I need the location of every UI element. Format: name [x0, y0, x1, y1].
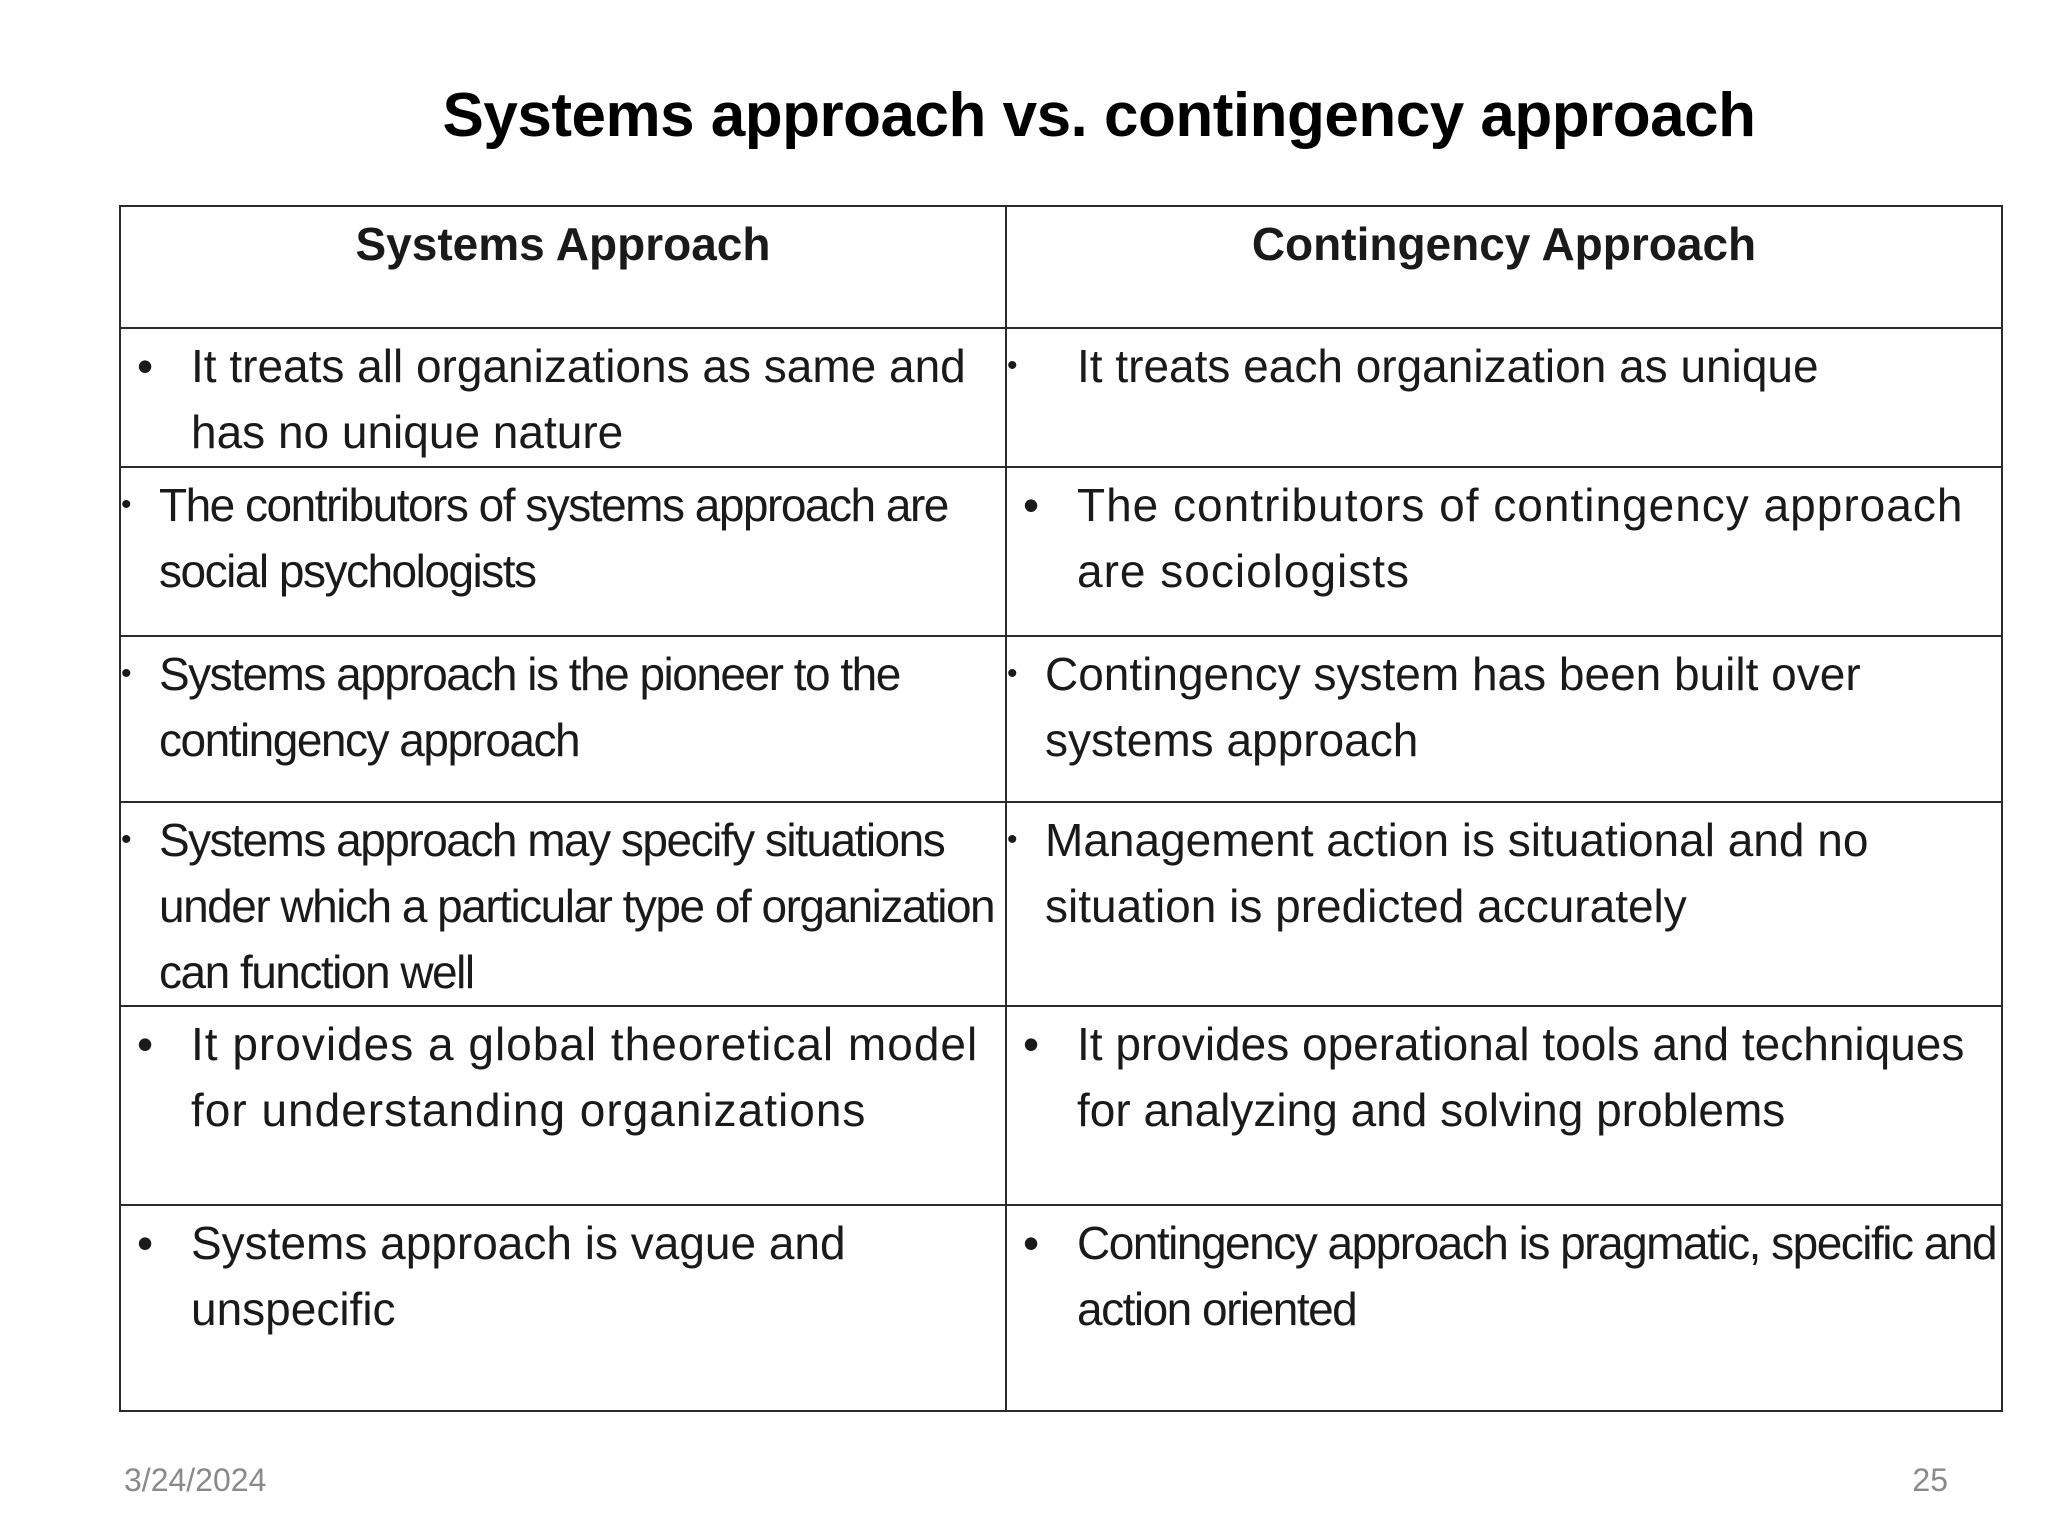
- systems-cell-text: Systems approach is vague and unspecific: [191, 1217, 846, 1335]
- contingency-cell: [1006, 636, 2002, 802]
- bullet-icon: •: [1007, 349, 1018, 382]
- bullet-icon: •: [1007, 657, 1018, 690]
- systems-cell: [120, 802, 1006, 1006]
- bullet-icon: •: [121, 657, 131, 690]
- contingency-cell: [1006, 1205, 2002, 1411]
- comparison-table: [119, 205, 2003, 1412]
- systems-cell: [120, 1006, 1006, 1205]
- bullet-icon: •: [137, 1018, 155, 1070]
- contingency-cell-text: Contingency system has been built over systems approach: [1045, 648, 1861, 766]
- bullet-icon: •: [137, 340, 154, 392]
- contingency-cell: [1006, 1006, 2002, 1205]
- table-row: [120, 636, 2002, 802]
- bullet-icon: •: [121, 823, 131, 856]
- systems-cell-text: The contributors of systems approach are social psychologists: [159, 479, 948, 597]
- bullet-icon: •: [1023, 1018, 1040, 1070]
- table-row: [120, 328, 2002, 467]
- bullet-icon: •: [1023, 1217, 1038, 1269]
- table-row: [120, 802, 2002, 1006]
- contingency-cell: [1006, 802, 2002, 1006]
- bullet-icon: •: [1007, 823, 1018, 856]
- contingency-cell-text: It treats each organization as unique: [1077, 340, 1819, 392]
- contingency-cell: [1006, 467, 2002, 636]
- contingency-cell-text: Contingency approach is pragmatic, specific and action oriented: [1077, 1217, 1997, 1335]
- bullet-icon: •: [121, 488, 131, 521]
- footer-date: 3/24/2024: [124, 1462, 267, 1498]
- table-row: [120, 467, 2002, 636]
- table-row: [120, 1006, 2002, 1205]
- systems-cell-text: It provides a global theoretical model for understanding organizations: [191, 1018, 979, 1136]
- slide-title: Systems approach vs. contingency approach: [442, 81, 1756, 150]
- table-header-row: [120, 206, 2002, 328]
- header-contingency-approach: Contingency Approach: [1006, 206, 2002, 328]
- bullet-icon: •: [137, 1217, 154, 1269]
- systems-cell: [120, 467, 1006, 636]
- systems-cell: [120, 636, 1006, 802]
- systems-cell-text: Systems approach may specify situations under which a particular type of organization can function well: [159, 814, 995, 998]
- systems-cell-text: It treats all organizations as same and has no unique nature: [191, 340, 966, 458]
- contingency-cell-text: The contributors of contingency approach are sociologists: [1077, 479, 1964, 597]
- header-systems-approach: Systems Approach: [120, 206, 1006, 328]
- contingency-cell-text: Management action is situational and no situation is predicted accurately: [1045, 814, 1869, 932]
- table-row: [120, 1205, 2002, 1411]
- systems-cell-text: Systems approach is the pioneer to the contingency approach: [159, 648, 900, 766]
- contingency-cell: [1006, 328, 2002, 467]
- contingency-cell-text: It provides operational tools and techniques for analyzing and solving problems: [1077, 1018, 1965, 1136]
- bullet-icon: •: [1023, 479, 1041, 531]
- page-number: 25: [1912, 1462, 1948, 1498]
- systems-cell: [120, 1205, 1006, 1411]
- systems-cell: [120, 328, 1006, 467]
